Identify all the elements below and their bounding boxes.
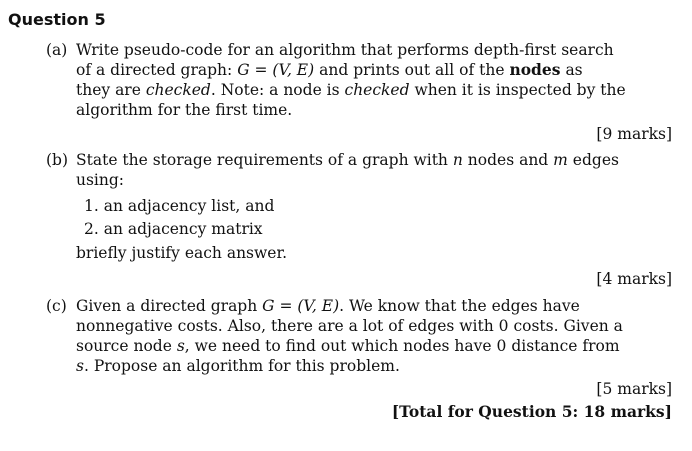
graph-notation: G = (V, E) — [237, 61, 315, 79]
part-c-text — [76, 296, 623, 376]
part-a-label: (a) — [46, 41, 68, 59]
list-item: 2. an adjacency matrix — [84, 220, 263, 238]
storage-list — [84, 196, 586, 239]
part-a-line: they are checked. Note: a node is checked when it is inspected by the — [76, 81, 626, 99]
list-item: 1. an adjacency list, and — [84, 197, 275, 215]
part-a-line: algorithm for the first time. — [76, 101, 293, 119]
question-title: Question 5 — [8, 10, 106, 29]
part-a-line: Write pseudo-code for an algorithm that performs depth-first search — [76, 41, 614, 59]
part-c-label: (c) — [46, 297, 67, 315]
emphasis-nodes: nodes — [509, 60, 561, 79]
part-b — [46, 150, 619, 263]
part-c-line: nonnegative costs. Also, there are a lot of edges with 0 costs. Given a — [76, 317, 623, 335]
part-c — [46, 296, 623, 376]
part-c-line: s. Propose an algorithm for this problem. — [76, 357, 400, 375]
part-c-line: Given a directed graph G = (V, E). We know that the edges have — [76, 297, 580, 315]
part-c-marks: [5 marks] — [596, 380, 672, 398]
part-b-line: State the storage requirements of a graph with n nodes and m edges — [76, 151, 619, 169]
total-marks: [Total for Question 5: 18 marks] — [391, 402, 672, 421]
part-a — [46, 40, 626, 120]
part-b-text — [76, 150, 619, 263]
part-b-line: briefly justify each answer. — [76, 244, 288, 262]
part-c-line: source node s, we need to find out which nodes have 0 distance from — [76, 337, 620, 355]
part-a-marks: [9 marks] — [596, 125, 672, 143]
part-a-line: of a directed graph: G = (V, E) and prints out all of the nodes as — [76, 60, 583, 79]
part-b-label: (b) — [46, 151, 69, 169]
part-a-text — [76, 40, 626, 120]
part-b-line: using: — [76, 171, 125, 189]
part-b-marks: [4 marks] — [596, 270, 672, 288]
